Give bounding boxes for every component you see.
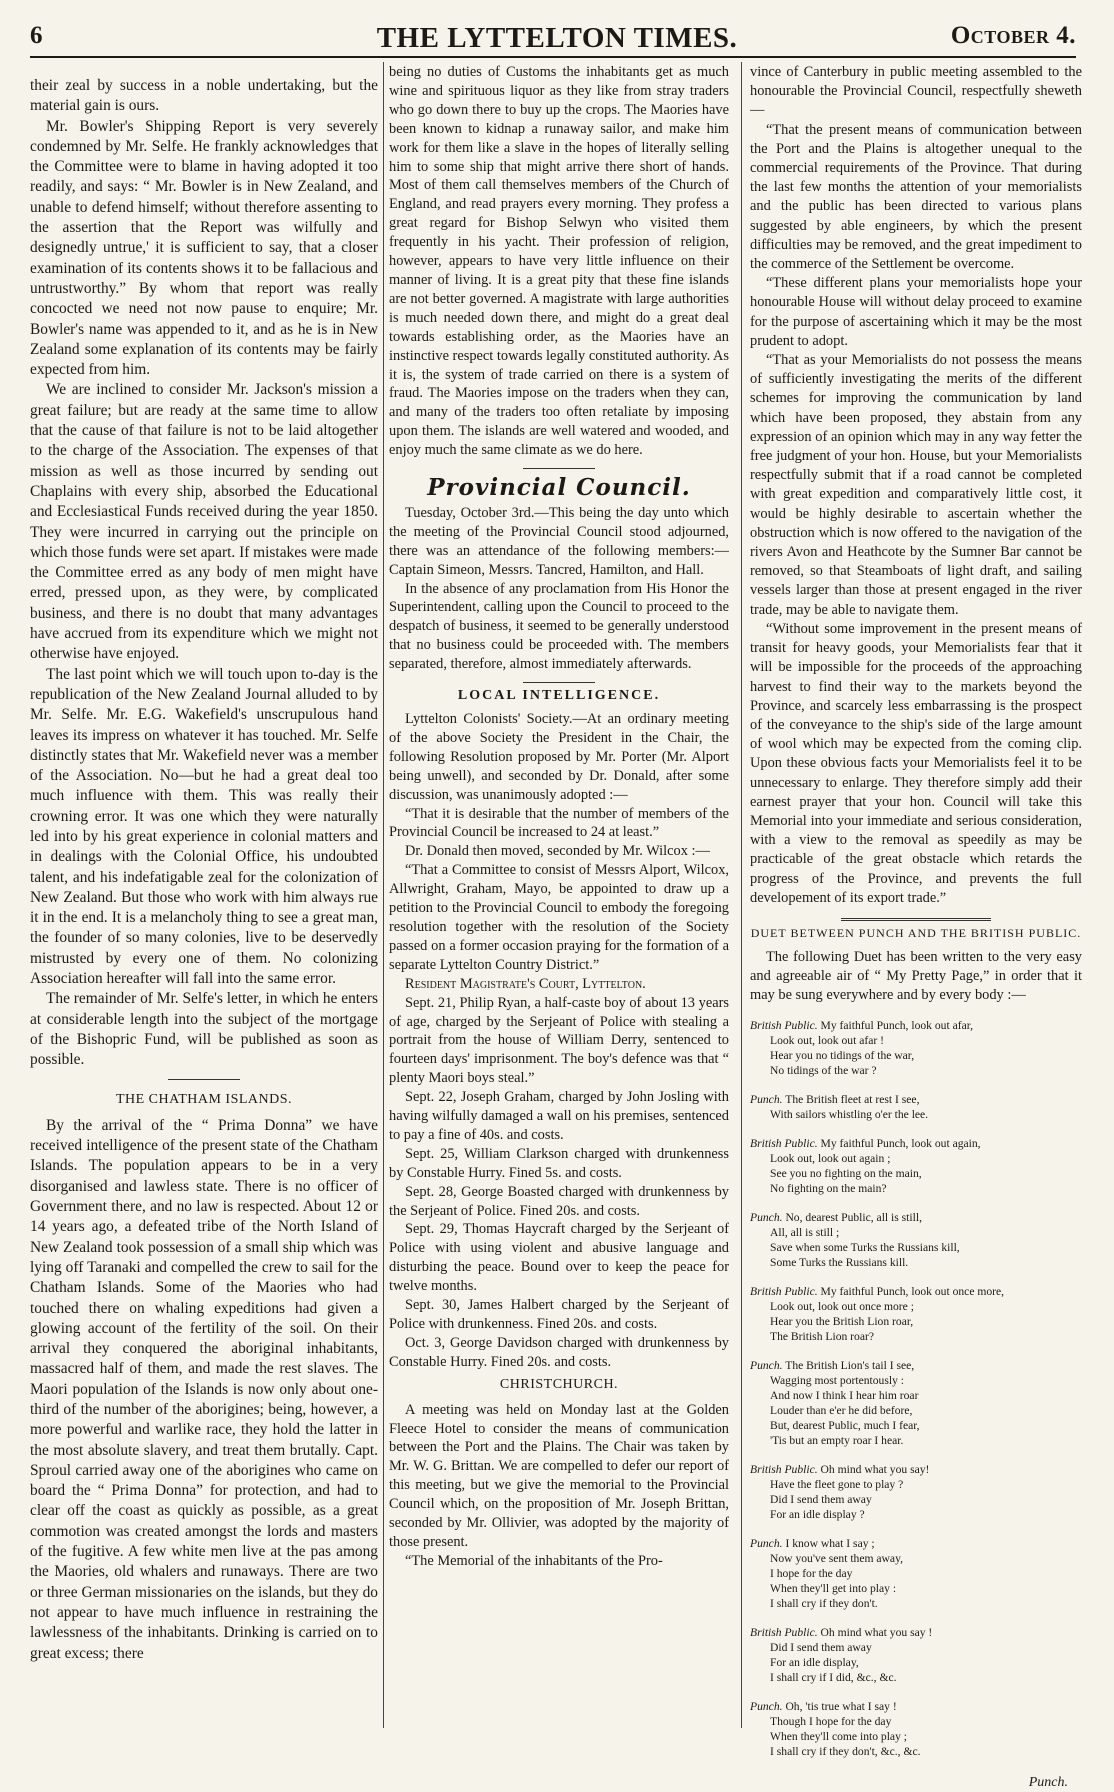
section-rule — [168, 1079, 240, 1080]
section-rule — [523, 468, 595, 469]
stanza-line: I know what I say ; — [785, 1536, 875, 1550]
memorial-paragraph: “These different plans your memorialists hope your honourable House will without delay proceed to examine for the purpose of ascertaining which it may be the most prudent to adopt. — [750, 275, 1082, 349]
article-paragraph: By the arrival of the “ Prima Donna” we have received intelligence of the present state of the Chatham Islands. The population appears to be in a very disorganised and lawless state. There is no officer of Government there, and no law is respected. About 12 or 14 years ago, a defeated tribe of the North Island of New Zealand took possession of a small ship which was lying off Taranaki and compelled the crew to sail for the Chatham Islands. Some of the Maories who had touched there on whaling expeditions had given a glowing account of the fertility of the soil. On their arrival they conquered the aboriginal inhabitants, massacred half of them, and made the rest slaves. The Maori population of the Islands is now only about one-third of the number of the aborigines; being, however, a more powerful and warlike race, they hold the latter in the most absolute slavery, and treat them brutally. Capt. Sproul carried away one of the aborigines who came on board the “ Prima Donna” for protection, and had to clear off the coast as quickly as possible, as a great commotion was created amongst the lords and masters of the fugitive. A few white men live at the pas among the Maories, old whalers and runaways. There are two or three German missionaries on the islands, but they do not appear to have much influence in restraining the lawlessness of the inhabitants. Drinking is carried on to great excess; there — [30, 1116, 378, 1662]
masthead — [0, 0, 1114, 58]
article-paragraph: vince of Canterbury in public meeting assembled to the honourable the Provincial Council, respectfully sheweth— — [750, 64, 1082, 119]
stanza-line: The British Lion's tail I see, — [785, 1358, 915, 1372]
stanza-line: Oh, 'tis true what I say ! — [785, 1699, 897, 1713]
stanza-speaker: British Public. — [750, 1462, 818, 1476]
article-paragraph: Dr. Donald then moved, seconded by Mr. Wilcox :— — [405, 843, 710, 860]
section-heading: LOCAL INTELLIGENCE. — [457, 688, 661, 704]
signoff: Punch. — [1028, 1774, 1068, 1790]
court-entry: Sept. 28, George Boasted charged with drunkenness by the Serjeant of Police. Fined 20s. and costs. — [389, 1183, 729, 1219]
duet-stanza — [750, 1018, 1082, 1078]
duet-stanza — [750, 1092, 1082, 1122]
stanza-line: The British fleet at rest I see, — [785, 1092, 920, 1106]
duet-stanza — [750, 1210, 1082, 1270]
stanza-line: My faithful Punch, look out afar, — [820, 1018, 974, 1032]
court-entry: Oct. 3, George Davidson charged with drunkenness by Constable Hurry. Fined 20s. and costs. — [389, 1334, 729, 1370]
stanza-line: Look out, look out again ; — [770, 1151, 891, 1165]
stanza-line: The British Lion roar? — [770, 1329, 874, 1343]
article-paragraph: A meeting was held on Monday last at the Golden Fleece Hotel to consider the means of communication between the Port and the Plains. The Chair was taken by Mr. W. G. Brittan. We are compelled to defer our report of this meeting, but we give the memorial to the Provincial Council which, on the proposition of Mr. Joseph Brittan, seconded by Mr. Ollivier, was adopted by the majority of those present. — [389, 1401, 729, 1550]
stanza-line: No fighting on the main? — [770, 1181, 887, 1195]
stanza-line: But, dearest Public, much I fear, — [770, 1418, 920, 1432]
column-3 — [750, 63, 1082, 1792]
stanza-line: Some Turks the Russians kill. — [770, 1255, 909, 1269]
article-paragraph: “That a Committee to consist of Messrs Alport, Wilcox, Allwright, Graham, Mayo, be appointed to draw up a petition to the Provincial Council to embody the foregoing resolution together with the resolution of the Society passed on a former occasion praying for the formation of a separate Lyttelton Country District.” — [389, 862, 729, 973]
stanza-line: Look out, look out afar ! — [770, 1033, 884, 1047]
article-paragraph: “That it is desirable that the number of members of the Provincial Council be increased to 24 at least.” — [389, 805, 729, 841]
stanza-line: Oh mind what you say ! — [820, 1625, 933, 1639]
section-rule — [523, 682, 595, 683]
court-entry: Sept. 25, William Clarkson charged with drunkenness by Constable Hurry. Fined 5s. and costs. — [389, 1145, 729, 1181]
section-heading: CHRISTCHURCH. — [499, 1376, 619, 1392]
column-divider — [383, 62, 384, 1728]
section-heading: Provincial Council. — [427, 474, 691, 502]
stanza-line: 'Tis but an empty roar I hear. — [770, 1433, 904, 1447]
article-paragraph: Tuesday, October 3rd.—This being the day unto which the meeting of the Provincial Council stood adjourned, there was an attendance of the following members:—Captain Simeon, Messrs. Tancred, Hamilton, and Hall. — [389, 504, 729, 578]
stanza-speaker: Punch. — [750, 1210, 783, 1224]
stanza-line: For an idle display ? — [770, 1507, 865, 1521]
stanza-line: For an idle display, — [770, 1655, 859, 1669]
stanza-speaker: Punch. — [750, 1536, 783, 1550]
stanza-line: I hope for the day — [770, 1566, 853, 1580]
stanza-line: Oh mind what you say! — [820, 1462, 930, 1476]
stanza-line: I shall cry if they don't, &c., &c. — [770, 1744, 921, 1758]
memorial-paragraph: “That as your Memorialists do not possess the means of sufficiently investigating the merits of the different schemes for improving the communication by land which have been proposed, they abstain from any expression of an opinion which may in any way fetter the free judgment of your hon. House, but your Memorialists respectfully submit that if a road cannot be completed with great expedition and comparatively little cost, it would be highly desirable to ascertain whether the obstruction which is now offered to the navigation of the rivers Avon and Heathcote by the Sumner Bar cannot be removed, so that Steamboats of light draft, and sailing vessels larger than those at present engaged in the river trade, may be able to navigate them. — [750, 352, 1082, 618]
stanza-speaker: Punch. — [750, 1092, 783, 1106]
article-paragraph: In the absence of any proclamation from His Honor the Superintendent, calling upon the Council to proceed to the despatch of business, it seemed to be generally understood that no business could be proceeded with. The members separated, therefore, almost immediately afterwards. — [389, 580, 729, 673]
stanza-line: When they'll come into play ; — [770, 1729, 907, 1743]
article-paragraph: Lyttelton Colonists' Society.—At an ordinary meeting of the above Society the President in the Chair, the following Resolution proposed by Mr. Porter (Mr. Alport being unwell), and seconded by Dr. Donald, after some discussion, was unanimously adopted :— — [389, 711, 729, 803]
article-paragraph: The remainder of Mr. Selfe's letter, in which he enters at considerable length into the subject of the mortgage of the Bishopric Fund, will be published as soon as possible. — [30, 990, 378, 1069]
stanza-line: Now you've sent them away, — [770, 1551, 904, 1565]
stanza-line: Hear you no tidings of the war, — [770, 1048, 915, 1062]
duet-stanza — [750, 1699, 1082, 1759]
article-paragraph: The last point which we will touch upon to-day is the republication of the New Zealand Journal alluded to by Mr. Selfe. Mr. E.G. Wakefield's unscrupulous hand leaves its impress on whatever it has touched. Mr. Selfe distinctly states that Mr. Wakefield never was a member of the Association. No—but he had a great deal too much influence with them. This was really their crowning error. It was one which they were naturally led into by his great experience in colonial matters and in dealings with the Colonial Office, his undoubted talent, and his indefatigable zeal for the colonization of New Zealand. But those who work with him always rue it in the end. It is a melancholy thing to see a great man, the founder of so many colonies, live to be deservedly mistrusted by every one of them. No colonizing Association hereafter will fall into the same error. — [30, 665, 378, 988]
stanza-line: My faithful Punch, look out again, — [820, 1136, 981, 1150]
stanza-line: Did I send them away — [770, 1640, 872, 1654]
stanza-line: And now I think I hear him roar — [770, 1388, 919, 1402]
stanza-line: Louder than e'er he did before, — [770, 1403, 913, 1417]
stanza-line: I shall cry if I did, &c., &c. — [770, 1670, 897, 1684]
stanza-line: Hear you the British Lion roar, — [770, 1314, 914, 1328]
stanza-line: Look out, look out once more ; — [770, 1299, 914, 1313]
stanza-line: Though I hope for the day — [770, 1714, 892, 1728]
stanza-line: Did I send them away — [770, 1492, 872, 1506]
duet-stanza — [750, 1136, 1082, 1196]
duet-stanza — [750, 1536, 1082, 1611]
court-entry: Sept. 29, Thomas Haycraft charged by the Serjeant of Police with using violent and abusive language and disturbing the peace. Bound over to keep the peace for twelve months. — [389, 1221, 729, 1295]
stanza-speaker: Punch. — [750, 1699, 783, 1713]
stanza-speaker: Punch. — [750, 1358, 783, 1372]
stanza-line: With sailors whistling o'er the lee. — [770, 1107, 929, 1121]
duet-stanza — [750, 1462, 1082, 1522]
stanza-line: I shall cry if they don't. — [770, 1596, 878, 1610]
column-divider — [741, 62, 742, 1728]
stanza-speaker: British Public. — [750, 1625, 818, 1639]
stanza-line: When they'll get into play : — [770, 1581, 897, 1595]
section-heading: DUET BETWEEN PUNCH AND THE BRITISH PUBLIC. — [750, 925, 1082, 940]
duet-stanza — [750, 1284, 1082, 1344]
column-2 — [389, 63, 729, 1571]
stanza-line: No, dearest Public, all is still, — [785, 1210, 922, 1224]
stanza-line: Have the fleet gone to play ? — [770, 1477, 904, 1491]
court-entry: Sept. 30, James Halbert charged by the Serjeant of Police with drunkenness. Fined 20s. and costs. — [389, 1297, 729, 1332]
article-paragraph: their zeal by success in a noble undertaking, but the material gain is ours. — [30, 77, 378, 115]
section-heading: THE CHATHAM ISLANDS. — [115, 1091, 293, 1107]
court-entry: Sept. 21, Philip Ryan, a half-caste boy of about 13 years of age, charged by the Serjeant of Police with stealing a portrait from the house of William Derry, sentenced to fourteen days' imprisonment. The boy's defence was that “ plenty Maori boys steal.” — [389, 994, 729, 1087]
duet-intro: The following Duet has been written to the very easy and agreeable air of “ My Pretty Page,” in order that it may be sung everywhere and by every body :— — [750, 948, 1082, 1004]
page-number: 6 — [30, 22, 43, 49]
newspaper-title: THE LYTTELTON TIMES. — [376, 22, 738, 54]
stanza-speaker: British Public. — [750, 1136, 818, 1150]
duet-stanza — [750, 1625, 1082, 1685]
court-entry: Sept. 22, Joseph Graham, charged by John Josling with having wilfully damaged a wall on his premises, sentenced to pay a fine of 40s. and costs. — [389, 1089, 729, 1143]
duet-verses — [750, 1018, 1082, 1759]
stanza-line: Save when some Turks the Russians kill, — [770, 1240, 960, 1254]
stanza-line: See you no fighting on the main, — [770, 1166, 922, 1180]
stanza-line: Wagging most portentously : — [770, 1373, 904, 1387]
memorial-paragraph: “That the present means of communication between the Port and the Plains is altogether unequal to the commercial requirements of the Province. That during the last few months the attention of your memorialists and the public has been directed to various plans suggested by able engineers, by which the present difficulties may be removed, and the great impediment to the commerce of the Settlement be overcome. — [750, 121, 1082, 273]
issue-date: October 4. — [950, 22, 1076, 49]
article-paragraph: being no duties of Customs the inhabitants get as much wine and spirituous liquor as they like from stray traders who go down there to buy up the crops. The Maories have been known to kidnap a runaway sailor, and make him work for them like a slave in the hopes of literally selling him to some ship that might arrive there short of hands. Most of them call themselves members of the Church of England, and read prayers every morning. They profess a great regard for Bishop Selwyn who visited them frequently in his yacht. Their profession of religion, however, appears to have very little influence on their manner of living. It is a great pity that these fine islands are not better governed. A magistrate with large authorities is much needed down there, and might do a great deal towards establishing order, as the Maories have an instinctive respect towards legally constituted authority. As it is, the system of trade carried on there is a system of fraud. The Maories impose on the traders when they can, and many of the traders too often retaliate by imposing upon them. The islands are well watered and wooded, and enjoy much the same climate as we do here. — [389, 64, 729, 459]
stanza-line: My faithful Punch, look out once more, — [820, 1284, 1005, 1298]
article-paragraph: We are inclined to consider Mr. Jackson's mission a great failure; but are ready at the same time to allow that the cause of that failure is not to be laid altogether to the charge of the Association. The expenses of that mission as well as those incurred by sending out Chaplains with every ship, absorbed the Educational and Ecclesiastical Funds received during the year 1850. They were incurred in carrying out the principle on which those funds were set apart. If mistakes were made the Committee erred as any body of men might have erred, pressed upon, as they were, by complicated business, and there is no doubt that many advantages have accrued from its expenditure which we might not otherwise have enjoyed. — [30, 381, 378, 663]
section-rule — [841, 918, 991, 921]
article-paragraph: “The Memorial of the inhabitants of the Pro- — [405, 1552, 663, 1569]
stanza-line: All, all is still ; — [770, 1225, 840, 1239]
duet-stanza — [750, 1358, 1082, 1448]
masthead-rule — [30, 56, 1076, 58]
memorial-paragraph: “Without some improvement in the present means of transit for heavy goods, your Memorialists fear that it will be impossible for the proceeds of the approaching harvest to find their way to the markets beyond the Province, and scarcely less embarrassing is the prospect of the conveyance to the ship's side of the large amount of wool which may be expected from the coming clip. Upon these obvious facts your Memorialists feel it to be unnecessary to enlarge. They therefore simply add their earnest prayer that your hon. Council will take this Memorial into your immediate and serious consideration, with a view to the removal as speedily as may be practicable of the great obstacle which retards the progress of the Province, and prevents the full developement of its export trade.” — [750, 620, 1082, 906]
column-1 — [30, 76, 378, 1664]
court-heading: Resident Magistrate's Court, Lyttelton. — [405, 975, 646, 992]
stanza-speaker: British Public. — [750, 1284, 818, 1298]
article-paragraph: Mr. Bowler's Shipping Report is very severely condemned by Mr. Selfe. He frankly acknowledges that the Committee were to blame in having adopted it too readily, and says: “ Mr. Bowler is in New Zealand, and unable to defend himself; without therefore assenting to the assertion that the Report was wilfully and designedly untrue,' it is sufficient to say, that a closer examination of its contents shows it to be fallacious and untrustworthy.” By whom that report was really concocted we need not now pause to enquire; Mr. Bowler's name was appended to it, and as he is in New Zealand some explanation of its contents may be fairly expected from him. — [30, 117, 378, 379]
stanza-line: No tidings of the war ? — [770, 1063, 877, 1077]
stanza-speaker: British Public. — [750, 1018, 818, 1032]
